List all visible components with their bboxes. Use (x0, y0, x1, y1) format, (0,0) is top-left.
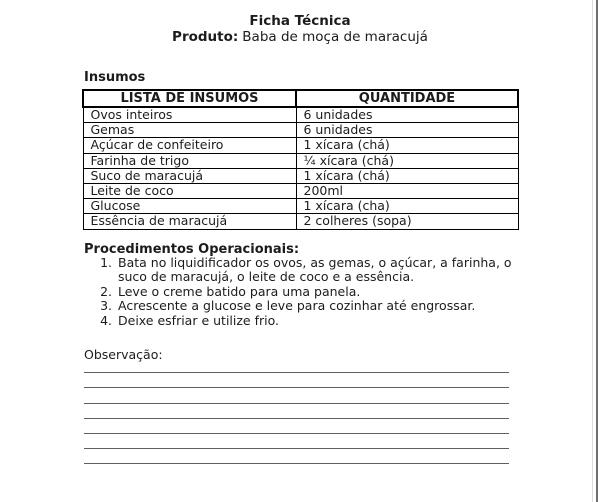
column-header-lista-de-insumos: LISTA DE INSUMOS (83, 90, 296, 107)
ingredient-name-cell: Açúcar de confeiteiro (83, 138, 296, 153)
quantity-cell: 6 unidades (296, 123, 518, 138)
procedures-section-label: Procedimentos Operacionais: (84, 242, 300, 257)
quantity-cell: 1 xícara (cha) (296, 199, 518, 214)
step-text: Deixe esfriar e utilize frio. (118, 312, 279, 328)
ingredient-name-cell: Glucose (83, 199, 296, 214)
observation-lines (84, 358, 509, 464)
page-edge-shadow (592, 0, 593, 502)
ingredient-name-cell: Gemas (83, 123, 296, 138)
table-header-row (83, 90, 518, 107)
ingredient-name-cell: Ovos inteiros (83, 107, 296, 123)
table-row (83, 123, 518, 138)
step-number: 2. (100, 283, 112, 299)
quantity-cell: 2 colheres (sopa) (296, 214, 518, 229)
table-row (83, 168, 518, 183)
step-text-line: Bata no liquidificador os ovos, as gemas, o açúcar, a farinha, o (118, 255, 512, 270)
observation-blank-line (84, 373, 509, 388)
quantity-cell: ¼ xícara (chá) (296, 153, 518, 168)
procedure-step (84, 256, 554, 285)
step-text: Leve o creme batido para uma panela. (118, 283, 361, 299)
observation-blank-line (84, 449, 509, 464)
observation-blank-line (84, 388, 509, 403)
procedure-step (84, 314, 554, 328)
page-right-edge (596, 0, 598, 502)
quantity-cell: 1 xícara (chá) (296, 168, 518, 183)
step-number: 1. (100, 255, 112, 270)
insumos-section-label: Insumos (84, 70, 146, 85)
table-row (83, 138, 518, 153)
page-title: Ficha Técnica (249, 13, 351, 29)
table-row (83, 153, 518, 168)
product-name: Baba de moça de maracujá (242, 29, 428, 45)
step-number: 4. (100, 312, 112, 328)
quantity-cell: 1 xícara (chá) (296, 138, 518, 153)
table-row (83, 184, 518, 199)
procedure-step (84, 285, 554, 299)
product-label: Produto: (172, 29, 239, 45)
step-text: Acrescente a glucose e leve para cozinhar até engrossar. (118, 298, 476, 314)
observation-blank-line (84, 358, 509, 373)
observation-blank-line (84, 419, 509, 434)
step-text (118, 256, 512, 285)
ingredient-name-cell: Leite de coco (83, 184, 296, 199)
ingredient-name-cell: Farinha de trigo (83, 153, 296, 168)
observation-label: Observação: (84, 347, 163, 362)
quantity-cell: 6 unidades (296, 107, 518, 123)
product-line (0, 29, 600, 45)
quantity-cell: 200ml (296, 184, 518, 199)
procedure-step (84, 299, 554, 313)
insumos-table (82, 89, 519, 230)
table-row (83, 199, 518, 214)
observation-blank-line (84, 404, 509, 419)
ingredient-name-cell: Essência de maracujá (83, 214, 296, 229)
column-header-quantidade: QUANTIDADE (296, 90, 518, 107)
ingredient-name-cell: Suco de maracujá (83, 168, 296, 183)
table-row (83, 107, 518, 123)
step-text-line: suco de maracujá, o leite de coco e a essência. (118, 269, 415, 285)
step-number: 3. (100, 298, 112, 314)
table-row (83, 214, 518, 229)
observation-blank-line (84, 434, 509, 449)
procedures-list (84, 256, 554, 328)
